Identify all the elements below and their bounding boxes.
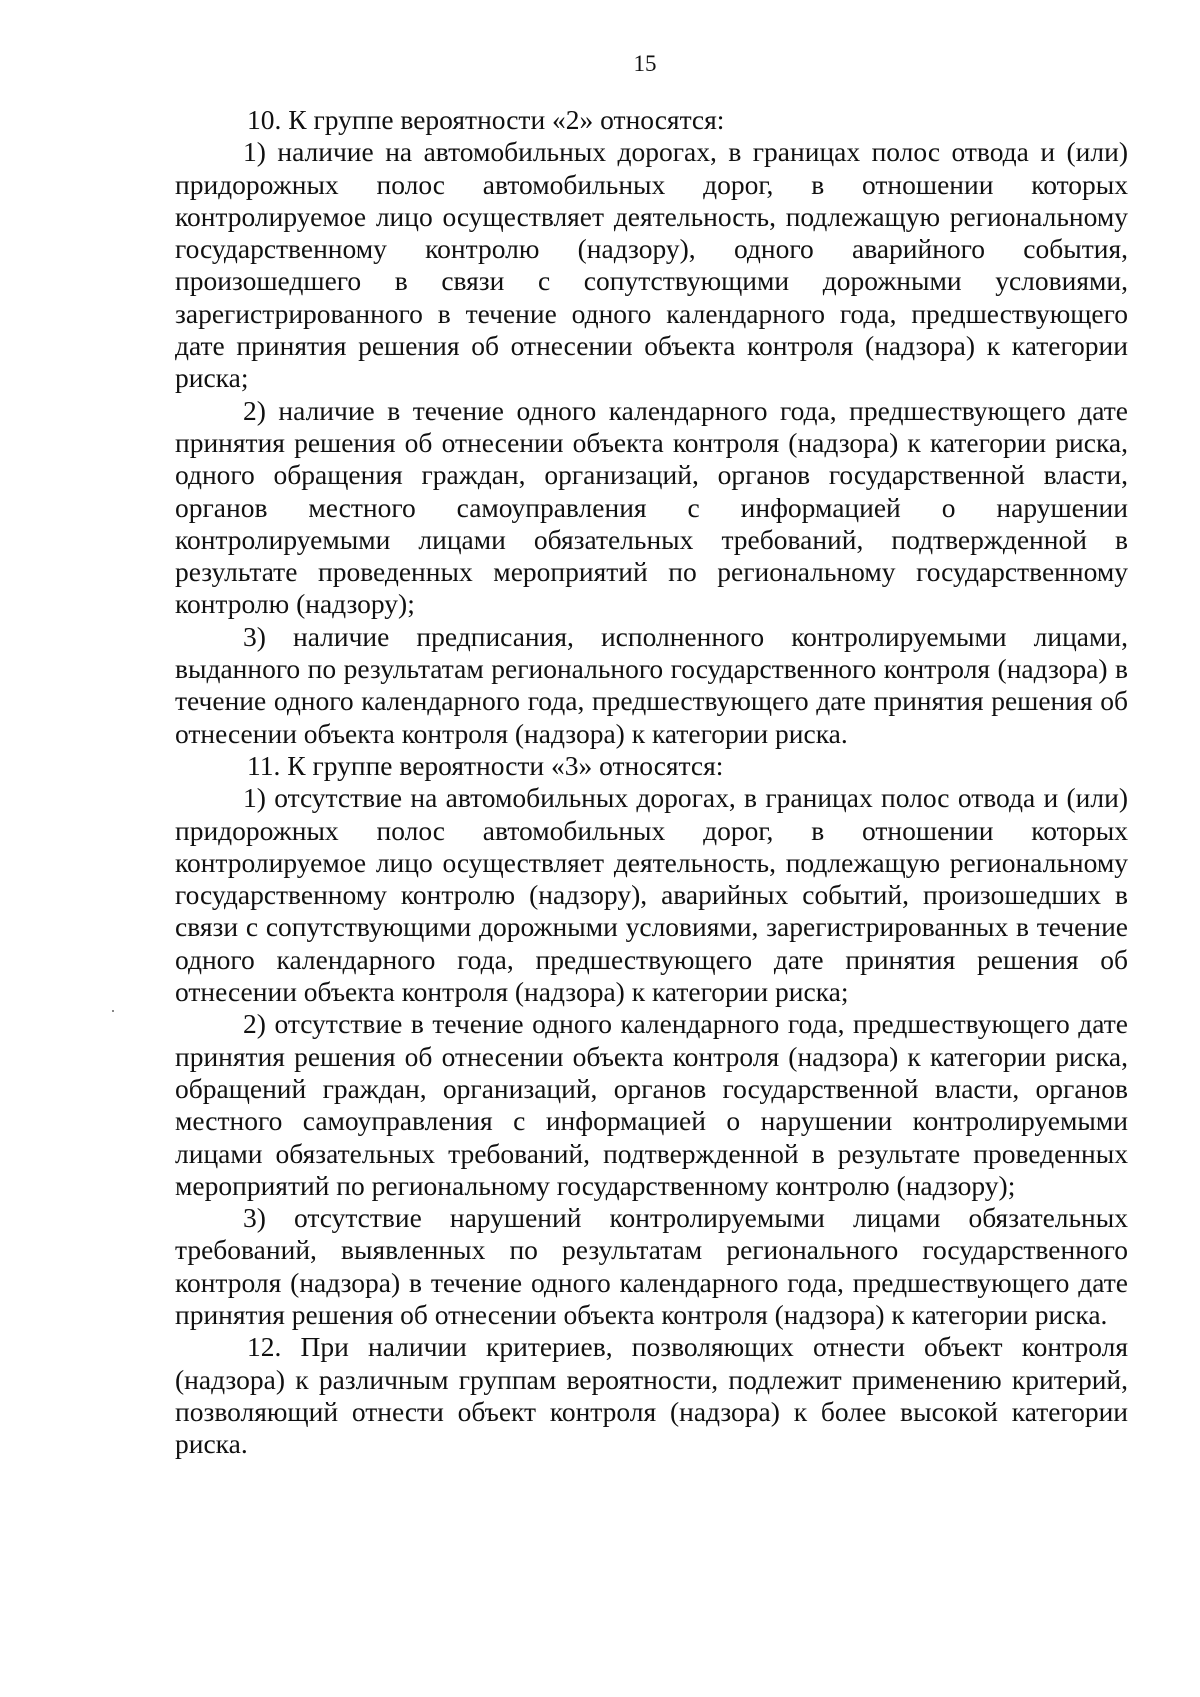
section-11-item-3: 3) отсутствие нарушений контролируемыми лицами обязательных требований, выявленных по результатам регионального государственного контроля (надзора) в течение одного календарного года, предшествующего дате принятия решения об отнесении объекта контроля (надзора) к категории риска. (175, 1202, 1128, 1330)
scan-speck (112, 1010, 114, 1012)
page-number: 15 (633, 51, 657, 76)
section-12-paragraph: 12. При наличии критериев, позволяющих отнести объект контроля (надзора) к различным группам вероятности, подлежит применению критерий, позволяющий отнести объект контроля (надзора) к более высокой категории риска. (175, 1331, 1128, 1460)
section-10-item-2: 2) наличие в течение одного календарного года, предшествующего дате принятия решения об отнесении объекта контроля (надзора) к категории риска, одного обращения граждан, организаций, органов государственной власти, органов местного самоуправления с информацией о нарушении контролируемыми лицами обязательных требований, подтвержденной в результате проведенных мероприятий по региональному государственному контролю (надзору); (175, 394, 1128, 620)
section-11-item-1: 1) отсутствие на автомобильных дорогах, в границах полос отвода и (или) придорожных полос автомобильных дорог, в отношении которых контролируемое лицо осуществляет деятельность, подлежащую региональному государственному контролю (надзору), аварийных событий, произошедших в связи с сопутствующими дорожными условиями, зарегистрированных в течение одного календарного года, предшествующего дате принятия решения об отнесении объекта контроля (надзора) к категории риска; (175, 782, 1128, 1008)
section-11-item-2: 2) отсутствие в течение одного календарного года, предшествующего дате принятия решения об отнесении объекта контроля (надзора) к категории риска, обращений граждан, организаций, органов государственной власти, органов местного самоуправления с информацией о нарушении контролируемыми лицами обязательных требований, подтвержденной в результате проведенных мероприятий по региональному государственному контролю (надзору); (175, 1008, 1128, 1201)
document-body (175, 104, 1128, 1460)
section-10-item-3: 3) наличие предписания, исполненного контролируемыми лицами, выданного по результатам регионального государственного контроля (надзора) в течение одного календарного года, предшествующего дате принятия решения об отнесении объекта контроля (надзора) к категории риска. (175, 620, 1128, 749)
section-10-heading: 10. К группе вероятности «2» относятся: (247, 104, 725, 135)
section-11-heading: 11. К группе вероятности «3» относятся: (247, 749, 724, 781)
section-10-item-1: 1) наличие на автомобильных дорогах, в границах полос отвода и (или) придорожных полос автомобильных дорог, в отношении которых контролируемое лицо осуществляет деятельность, подлежащую региональному государственному контролю (надзору), одного аварийного события, произошедшего в связи с сопутствующими дорожными условиями, зарегистрированного в течение одного календарного года, предшествующего дате принятия решения об отнесении объекта контроля (надзора) к категории риска; (175, 136, 1128, 394)
